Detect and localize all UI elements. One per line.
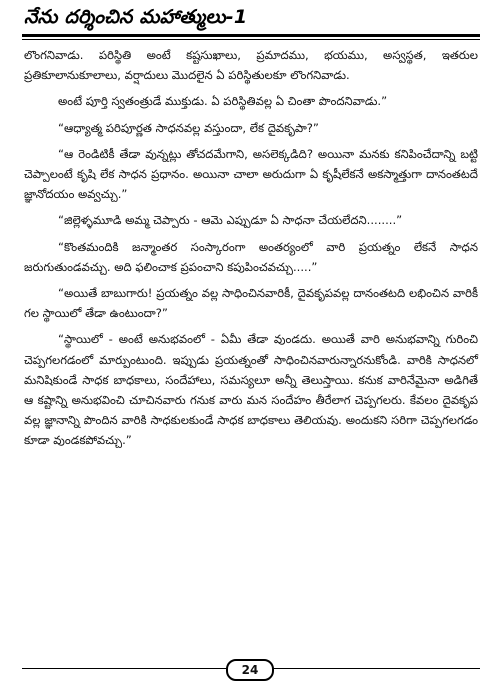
paragraph: “కొంతమందికి జన్మాంతర సంస్కారంగా అంతర్యంలో వారి ప్రయత్నం లేకనే సాధన జరుగుతుండవచ్చు. అది ఫలించాక ప్రపంచాని కపుపించవచ్చు.....” <box>24 239 478 274</box>
paragraph: “ఆధ్యాత్మ పరిపూర్ణత సాధనవల్ల వస్తుందా, లేక దైవకృపా?” <box>58 120 319 135</box>
running-header: నేను దర్శించిన మహాత్ములు-1 <box>24 6 248 28</box>
paragraph: “జిల్లెళ్ళమూడి అమ్మ చెప్పారు - ఆమె ఎప్పుడూ ఏ సాధనా చేయలేదని........” <box>58 213 403 228</box>
paragraph: “ఆ రెండిటికీ తేడా వున్నట్లు తోచదమేగాని, అసలెక్కడిది? అయినా మనకు కనిపించేదాన్ని బట్టి చెప్పాలంటే కృషి లేక సాధన ప్రధానం. అయినా చాలా అరుదుగా ఏ కృషీలేకనే అకస్మాత్తుగా దానంతటదే జ్ఞానోదయం అవ్వచ్చు.” <box>24 146 478 202</box>
header-rule <box>22 34 480 37</box>
page-body <box>24 45 478 457</box>
page-number: 24 <box>226 659 274 681</box>
paragraph-continuation: లొంగనివాడు. పరిస్థితి అంటే కష్టసుఖాలు, ప్రమాదము, భయము, అస్వస్థత, ఇతరుల ప్రతికూలానుకూలాలు, వర్షాదులు మొదలైన ఏ పరిస్థితులకూ లొంగనివాడు. <box>24 48 478 83</box>
paragraph: “అయితే బాబుగారు! ప్రయత్నం వల్ల సాధించినవారికీ, దైవకృపవల్ల దానంతటది లభించిన వారికీ గల స్థాయిలో తేడా ఉంటుందా?” <box>24 286 478 321</box>
header-rule-thin <box>22 39 480 40</box>
paragraph: అంటే పూర్తి స్వతంత్రుడే ముక్తుడు. ఏ పరిస్థితివల్ల ఏ చింతా పొందనివాడు.” <box>58 94 388 109</box>
paragraph: “స్థాయిలో - అంటే అనుభవంలో - ఏమీ తేడా వుండదు. అయితే వారి అనుభవాన్ని గురించి చెప్పగలగడంలో మార్పుంటుంది. ఇప్పుడు ప్రయత్నంతో సాధించినవారున్నారనుకోండి. వారికి సాధనలో మనిషికుండే సాధక బాధకాలు, సందేహాలు, సమస్యలూ అన్నీ తెలుస్తాయి. కనుక వారినేమైనా అడిగితే ఆ కష్టాన్ని అనుభవించి చూచినవారు గనుక వారు మన సందేహం తీరేలాగ చెప్పగలరు. కేవలం దైవకృప వల్ల జ్ఞానాన్ని పొందిన వారికి సాధకులకుండే సాధక బాధకాలు తెలియవు. అందుకని సరిగా చెప్పగలగడం కూడా వుండకపోవచ్చు.” <box>24 332 478 448</box>
